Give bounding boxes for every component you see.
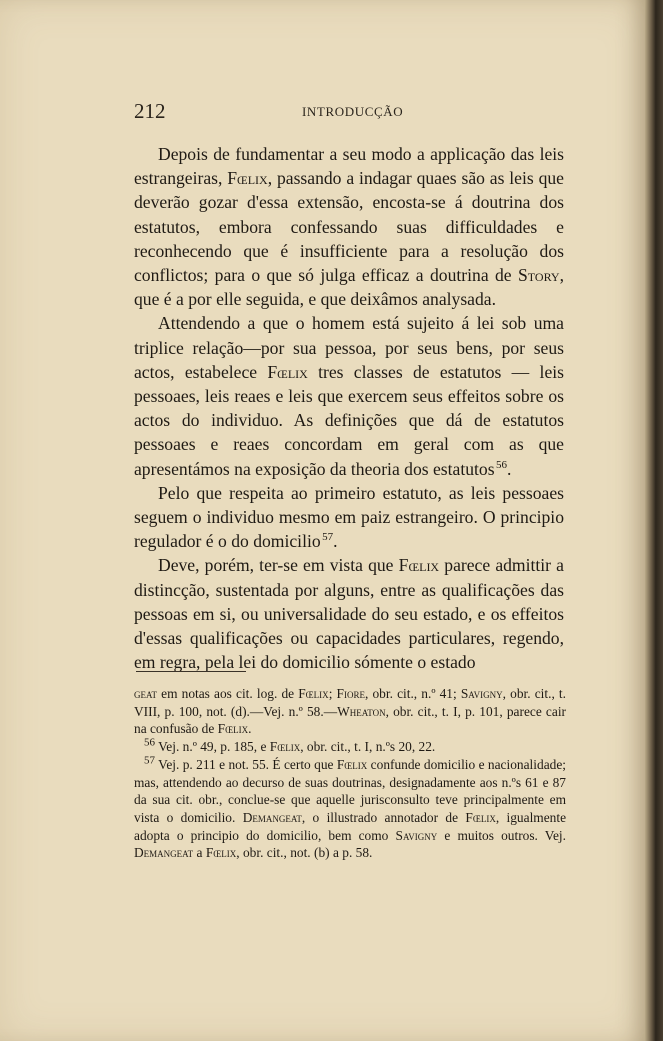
footnote-number: 56 xyxy=(144,736,155,749)
footnote-ref-56: 56 xyxy=(496,458,508,471)
page-number: 212 xyxy=(134,99,166,123)
footnote-continuation: geat em notas aos cit. log. de Fœlix; Fiore, obr. cit., n.º 41; Savigny, obr. cit., t. VIII, p. 100, not. (d).—Vej. n.º 58.—Wheaton, obr. cit., t. I, p. 101, parece cair na confusão de Fœlix. xyxy=(134,686,567,737)
footnote-56: $^{56}$ Vej. n.º 49, p. 185, e Fœlix, obr. cit., t. I, n.ºs 20, 22. xyxy=(144,736,436,755)
author-name: Fœlix xyxy=(227,168,268,189)
footnote-divider xyxy=(136,671,246,672)
page-header xyxy=(134,99,564,129)
paragraph-4: Deve, porém, ter-se em vista que Fœlix parece admittir a distincção, sustentada por alguns, entre as qualificações das pessoas em si, ou universalidade do seu estado, e os effeitos d'essas qualificações ou capacidades particulares, regendo, em regra, pela lei do domicilio sómente o estado xyxy=(134,555,564,673)
footnotes xyxy=(134,685,566,862)
footnote-number: 57 xyxy=(144,754,155,767)
footnote-57: $^{57}$ Vej. p. 211 e not. 55. É certo que Fœlix confunde domicilio e nacionalidade; mas, attendendo ao decurso de suas doutrinas, designadamente aos n.ºs 61 e 87 da sua cit. obr., conclue-se que aquelle jurisconsulto teve principalmente em vista o domicilio. Demangeat, o illustrado annotador de Fœlix, igualmente adopta o principio do domicilio, bem como Savigny e muitos outros. Vej. Demangeat a Fœlix, obr. cit., not. (b) a p. 58. xyxy=(134,754,567,861)
paragraph-1: Depois de fundamentar a seu modo a applicação das leis estrangeiras, Fœlix, passando a indagar quaes são as leis que deverão gozar d'essa extensão, encosta-se á doutrina dos estatutos, embora confessando suas difficuldades e reconhecendo que é insufficiente para a resolução dos conflictos; para o que só julga efficaz a doutrina de Story, que é a por elle seguida, e que deixâmos analysada. xyxy=(134,144,564,310)
book-page-edge xyxy=(645,0,663,1041)
author-name: Fœlix xyxy=(267,361,308,382)
author-name: Story xyxy=(518,265,560,286)
paragraph-3: Pelo que respeita ao primeiro estatuto, as leis pessoaes seguem o individuo mesmo em paiz estrangeiro. O principio regulador é o do domicilio $^{57}$. xyxy=(134,482,564,552)
author-name: Fœlix xyxy=(398,555,440,576)
body-text xyxy=(134,142,564,674)
paragraph-2: Attendendo a que o homem está sujeito á lei sob uma triplice relação—por sua pessoa, por seus bens, por seus actos, estabelece Fœlix tres classes de estatutos — leis pessoaes, leis reaes e leis que exercem seus effeitos sobre os actos do individuo. As definições que dá de estatutos pessoaes e reaes concordam em geral com as que apresentámos na exposição da theoria dos estatutos $^{56}$. xyxy=(134,313,564,479)
footnote-ref-57: 57 xyxy=(322,531,334,544)
running-head: INTRODUCÇÃO xyxy=(302,104,404,119)
